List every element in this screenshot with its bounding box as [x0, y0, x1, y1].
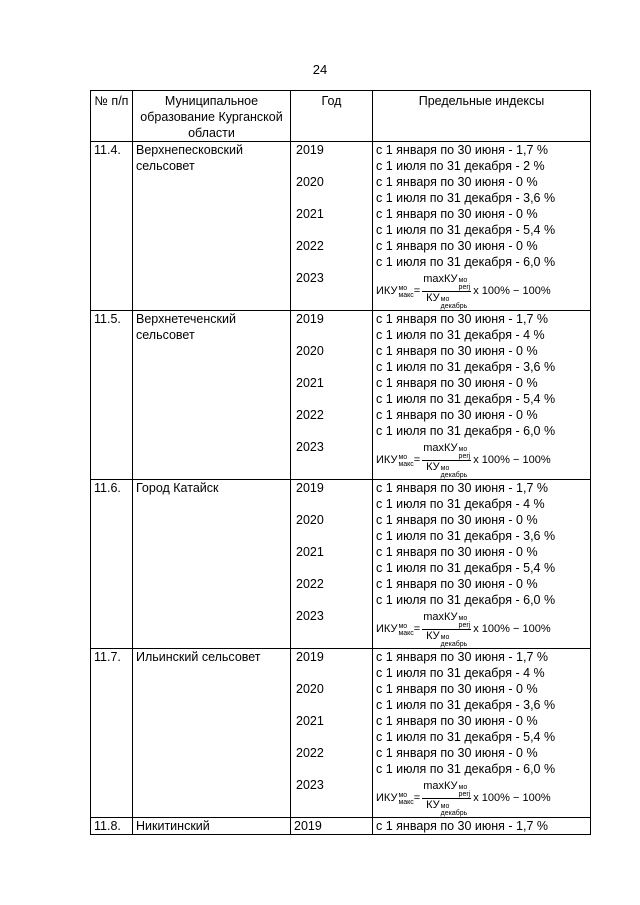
formula: [376, 777, 587, 817]
formula-lhs-text: ИКУ: [376, 623, 398, 635]
formula-denominator: [426, 799, 467, 817]
year-spacer: [294, 729, 369, 745]
row-municipality: Ильинский сельсовет: [133, 649, 291, 818]
formula-den-scripts: [441, 465, 468, 479]
year-spacer: [294, 761, 369, 777]
formula-denominator: [426, 461, 467, 479]
year-cell: 2021: [296, 207, 324, 221]
index-line: с 1 января по 30 июня - 1,7 %: [376, 650, 548, 664]
year-cell: 2021: [296, 545, 324, 559]
year-cell: 2020: [296, 175, 324, 189]
row-indices: [373, 480, 591, 649]
index-line: с 1 января по 30 июня - 0 %: [376, 577, 538, 591]
formula-fraction: [422, 273, 471, 310]
formula-den-sub: декабрь: [440, 302, 468, 310]
table-header-row: [91, 91, 591, 142]
formula-num-scripts: [459, 615, 471, 629]
year-spacer: [294, 423, 369, 439]
year-cell: 2023: [296, 440, 324, 454]
formula-num-sup: мо: [458, 276, 468, 284]
row-number: 11.4.: [91, 142, 133, 311]
formula-den-sub: декабрь: [440, 640, 468, 648]
year-cell: 2019: [296, 312, 324, 326]
year-cell: 2022: [296, 746, 324, 760]
header-municipality: Муниципальное образование Курганской области: [133, 91, 291, 142]
year-spacer: [294, 254, 369, 270]
formula: [376, 270, 587, 310]
formula-num-text: maxКУ: [423, 610, 458, 623]
formula-den-sub: декабрь: [440, 471, 468, 479]
year-cell: 2019: [296, 143, 324, 157]
index-line: с 1 июля по 31 декабря - 4 %: [376, 497, 545, 511]
formula-lhs-text: ИКУ: [376, 285, 398, 297]
indices-table: [90, 90, 591, 835]
row-number: 11.7.: [91, 649, 133, 818]
index-line: с 1 июля по 31 декабря - 3,6 %: [376, 191, 556, 205]
formula-lhs-sub: макс: [398, 630, 414, 637]
formula-numerator: [422, 273, 471, 292]
index-line: с 1 января по 30 июня - 1,7 %: [376, 481, 548, 495]
row-number: 11.6.: [91, 480, 133, 649]
formula-tail: x 100% − 100%: [473, 285, 551, 297]
formula-tail: x 100% − 100%: [473, 623, 551, 635]
row-municipality: Верхнетеченский сельсовет: [133, 311, 291, 480]
formula-num-sup: мо: [458, 445, 468, 453]
index-line: с 1 июля по 31 декабря - 5,4 %: [376, 561, 556, 575]
formula-num-sub: perj: [458, 621, 471, 629]
year-spacer: [294, 359, 369, 375]
formula-tail: x 100% − 100%: [473, 792, 551, 804]
index-line: с 1 июля по 31 декабря - 3,6 %: [376, 529, 556, 543]
index-line: с 1 июля по 31 декабря - 6,0 %: [376, 762, 556, 776]
formula-eq: =: [413, 792, 421, 804]
formula-lhs-scripts: [398, 285, 413, 299]
index-line: с 1 января по 30 июня - 0 %: [376, 682, 538, 696]
year-cell: 2023: [296, 609, 324, 623]
formula-den-sub: декабрь: [440, 809, 468, 817]
formula-fraction: [422, 442, 471, 479]
row-municipality: Никитинский: [133, 818, 291, 835]
index-line: с 1 июля по 31 декабря - 4 %: [376, 666, 545, 680]
year-cell: 2019: [291, 818, 373, 835]
table-row: [91, 480, 591, 649]
header-num: № п/п: [91, 91, 133, 142]
table-row: [91, 649, 591, 818]
formula-numerator: [422, 780, 471, 799]
year-spacer: [294, 222, 369, 238]
index-line: с 1 июля по 31 декабря - 3,6 %: [376, 698, 556, 712]
formula-fraction: [422, 780, 471, 817]
table-row: [91, 818, 591, 835]
year-cell: 2023: [296, 271, 324, 285]
year-cell: 2021: [296, 714, 324, 728]
year-cell: 2022: [296, 408, 324, 422]
formula-lhs: [376, 790, 414, 806]
formula-lhs-scripts: [398, 454, 413, 468]
index-line: с 1 января по 30 июня - 1,7 %: [376, 312, 548, 326]
formula-num-text: maxКУ: [423, 779, 458, 792]
formula-lhs-text: ИКУ: [376, 792, 398, 804]
year-cell: 2021: [296, 376, 324, 390]
year-cell: 2020: [296, 682, 324, 696]
index-line: с 1 июля по 31 декабря - 5,4 %: [376, 730, 556, 744]
formula-lhs: [376, 621, 414, 637]
header-year: Год: [291, 91, 373, 142]
formula-num-scripts: [459, 784, 471, 798]
index-line: с 1 января по 30 июня - 0 %: [376, 746, 538, 760]
row-municipality: Город Катайск: [133, 480, 291, 649]
year-spacer: [294, 158, 369, 174]
index-line: с 1 июля по 31 декабря - 6,0 %: [376, 593, 556, 607]
year-cell: 2022: [296, 239, 324, 253]
index-line: с 1 января по 30 июня - 1,7 %: [376, 143, 548, 157]
formula-fraction: [422, 611, 471, 648]
index-line: с 1 января по 30 июня - 0 %: [376, 545, 538, 559]
year-cell: 2020: [296, 344, 324, 358]
formula-den-scripts: [441, 634, 468, 648]
formula-num-sub: perj: [458, 283, 471, 291]
row-indices: [373, 649, 591, 818]
year-spacer: [294, 496, 369, 512]
row-number: 11.8.: [91, 818, 133, 835]
row-years: [291, 480, 373, 649]
index-line: с 1 января по 30 июня - 1,7 %: [373, 818, 591, 835]
formula-lhs-text: ИКУ: [376, 454, 398, 466]
year-cell: 2019: [296, 650, 324, 664]
formula-den-text: КУ: [426, 291, 440, 304]
formula-numerator: [422, 611, 471, 630]
year-spacer: [294, 592, 369, 608]
formula-lhs: [376, 283, 414, 299]
formula-num-scripts: [459, 277, 471, 291]
formula-numerator: [422, 442, 471, 461]
year-spacer: [294, 560, 369, 576]
formula-eq: =: [413, 285, 421, 297]
index-line: с 1 января по 30 июня - 0 %: [376, 714, 538, 728]
formula-lhs-sup: мо: [398, 623, 408, 630]
index-line: с 1 января по 30 июня - 0 %: [376, 207, 538, 221]
formula-num-sub: perj: [458, 790, 471, 798]
formula-num-sup: мо: [458, 783, 468, 791]
formula-num-scripts: [459, 446, 471, 460]
index-line: с 1 июля по 31 декабря - 6,0 %: [376, 255, 556, 269]
index-line: с 1 июля по 31 декабря - 5,4 %: [376, 392, 556, 406]
row-years: [291, 649, 373, 818]
formula-tail: x 100% − 100%: [473, 454, 551, 466]
row-years: [291, 311, 373, 480]
index-line: с 1 января по 30 июня - 0 %: [376, 175, 538, 189]
year-spacer: [294, 391, 369, 407]
formula-lhs: [376, 452, 414, 468]
row-number: 11.5.: [91, 311, 133, 480]
formula-num-sup: мо: [458, 614, 468, 622]
formula-den-text: КУ: [426, 629, 440, 642]
formula-den-sup: мо: [440, 464, 450, 472]
row-years: [291, 142, 373, 311]
page-number: 24: [312, 62, 328, 77]
header-indices: Предельные индексы: [373, 91, 591, 142]
formula-lhs-sub: макс: [398, 292, 414, 299]
row-indices: [373, 311, 591, 480]
formula-eq: =: [413, 454, 421, 466]
year-spacer: [294, 665, 369, 681]
index-line: с 1 января по 30 июня - 0 %: [376, 376, 538, 390]
formula-lhs-sub: макс: [398, 799, 414, 806]
index-line: с 1 января по 30 июня - 0 %: [376, 408, 538, 422]
formula-den-sup: мо: [440, 633, 450, 641]
formula-num-text: maxКУ: [423, 272, 458, 285]
formula: [376, 608, 587, 648]
index-line: с 1 июля по 31 декабря - 3,6 %: [376, 360, 556, 374]
table-row: [91, 311, 591, 480]
index-line: с 1 июля по 31 декабря - 2 %: [376, 159, 545, 173]
index-line: с 1 июля по 31 декабря - 6,0 %: [376, 424, 556, 438]
formula-lhs-sup: мо: [398, 454, 408, 461]
formula-num-sub: perj: [458, 452, 471, 460]
formula-lhs-scripts: [398, 792, 413, 806]
formula-den-sup: мо: [440, 295, 450, 303]
formula-den-text: КУ: [426, 460, 440, 473]
index-line: с 1 июля по 31 декабря - 5,4 %: [376, 223, 556, 237]
index-line: с 1 января по 30 июня - 0 %: [376, 239, 538, 253]
formula-den-scripts: [441, 803, 468, 817]
formula: [376, 439, 587, 479]
formula-denominator: [426, 630, 467, 648]
formula-lhs-sup: мо: [398, 285, 408, 292]
formula-eq: =: [413, 623, 421, 635]
table-row: [91, 142, 591, 311]
index-line: с 1 января по 30 июня - 0 %: [376, 513, 538, 527]
year-spacer: [294, 528, 369, 544]
formula-num-text: maxКУ: [423, 441, 458, 454]
formula-lhs-sup: мо: [398, 792, 408, 799]
row-municipality: Верхнепесковский сельсовет: [133, 142, 291, 311]
index-line: с 1 июля по 31 декабря - 4 %: [376, 328, 545, 342]
formula-lhs-sub: макс: [398, 461, 414, 468]
formula-den-scripts: [441, 296, 468, 310]
row-indices: [373, 142, 591, 311]
year-cell: 2022: [296, 577, 324, 591]
year-cell: 2019: [296, 481, 324, 495]
year-cell: 2020: [296, 513, 324, 527]
formula-den-text: КУ: [426, 798, 440, 811]
year-cell: 2023: [296, 778, 324, 792]
formula-denominator: [426, 292, 467, 310]
year-spacer: [294, 327, 369, 343]
formula-den-sup: мо: [440, 802, 450, 810]
index-line: с 1 января по 30 июня - 0 %: [376, 344, 538, 358]
year-spacer: [294, 190, 369, 206]
formula-lhs-scripts: [398, 623, 413, 637]
year-spacer: [294, 697, 369, 713]
